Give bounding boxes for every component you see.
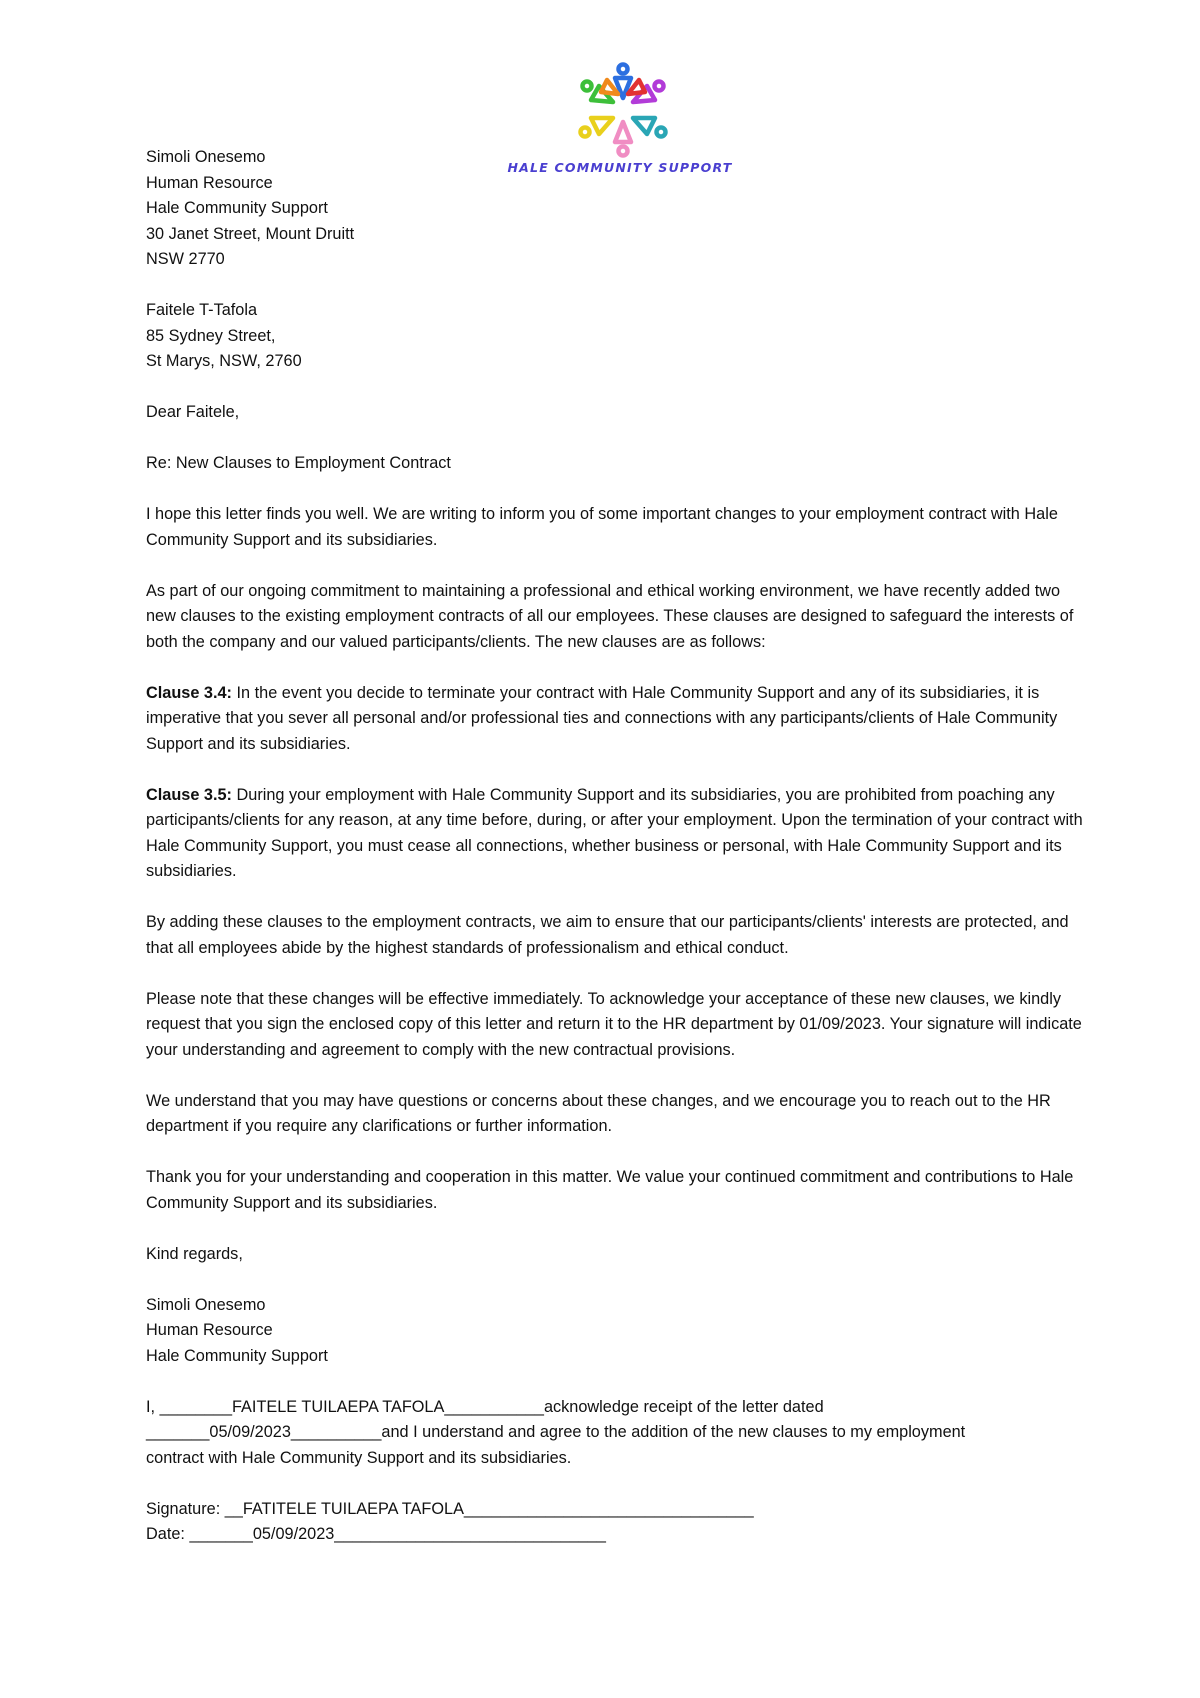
- paragraph-intro: I hope this letter finds you well. We are writing to inform you of some important changes to your employment contract with Hale Community Support and its subsidiaries.: [146, 505, 1058, 549]
- signoff-name: Simoli Onesemo: [146, 1295, 266, 1314]
- acknowledgement-line-1: I, ________FAITELE TUILAEPA TAFOLA___________acknowledge receipt of the letter dated: [146, 1397, 824, 1416]
- clause-3-5: [146, 783, 1086, 885]
- sender-street: 30 Janet Street, Mount Druitt: [146, 224, 355, 243]
- paragraph-commitment: As part of our ongoing commitment to maintaining a professional and ethical working environment, we have recently added two new clauses to the existing employment contracts of all our employees. These clauses are designed to safeguard the interests of both the company and our valued participants/clients. The new clauses are as follows:: [146, 581, 1074, 651]
- recipient-block: [146, 298, 1086, 375]
- sender-department: Human Resource: [146, 173, 273, 192]
- acknowledgement-line-3: contract with Hale Community Support and its subsidiaries.: [146, 1448, 572, 1467]
- clause-3-4-text: In the event you decide to terminate your contract with Hale Community Support and any of its subsidiaries, it is imperative that you sever all personal and/or professional ties and connections with any participants/clients of Hale Community Support and its subsidiaries.: [146, 683, 1058, 753]
- salutation: Dear Faitele,: [146, 403, 240, 421]
- paragraph-aim: By adding these clauses to the employment contracts, we aim to ensure that our participants/clients' interests are protected, and that all employees abide by the highest standards of professionalism and ethical conduct.: [146, 913, 1069, 957]
- signoff-department: Human Resource: [146, 1321, 273, 1339]
- logo-wordmark: HALE COMMUNITY SUPPORT: [507, 160, 733, 175]
- recipient-suburb: St Marys, NSW, 2760: [146, 352, 302, 370]
- acknowledgement-line-2: _______05/09/2023__________and I understand and agree to the addition of the new clauses to my employment: [146, 1423, 966, 1441]
- recipient-street: 85 Sydney Street,: [146, 326, 276, 345]
- clause-3-4-label: Clause 3.4:: [146, 683, 232, 702]
- clause-3-4: [146, 681, 1086, 758]
- clause-3-5-text: During your employment with Hale Community Support and its subsidiaries, you are prohibited from poaching any participants/clients for any reason, at any time before, during, or after your employment. Upon the termination of your contract with Hale Community Support, you must cease all connections, whether business or personal, with Hale Community Support and its subsidiaries.: [146, 785, 1083, 880]
- paragraph-thanks: Thank you for your understanding and cooperation in this matter. We value your continued commitment and contributions to Hale Community Support and its subsidiaries.: [146, 1168, 1074, 1212]
- signature-block: [146, 1497, 1086, 1548]
- letter-body: [146, 145, 1086, 1548]
- sender-block: [146, 145, 1086, 273]
- closing: Kind regards,: [146, 1244, 243, 1263]
- sender-company: Hale Community Support: [146, 199, 328, 217]
- acknowledgement-block: [146, 1395, 1086, 1472]
- sender-state-postcode: NSW 2770: [146, 250, 225, 268]
- signature-line: Signature: __FATITELE TUILAEPA TAFOLA________________________________: [146, 1499, 754, 1518]
- subject-line: Re: New Clauses to Employment Contract: [146, 454, 451, 472]
- paragraph-effective: Please note that these changes will be effective immediately. To acknowledge your acceptance of these new clauses, we kindly request that you sign the enclosed copy of this letter and return it to the HR department by 01/09/2023. Your signature will indicate your understanding and agreement to comply with the new contractual provisions.: [146, 989, 1082, 1059]
- paragraph-questions: We understand that you may have questions or concerns about these changes, and we encourage you to reach out to the HR department if you require any clarifications or further information.: [146, 1091, 1051, 1135]
- sender-name: Simoli Onesemo: [146, 148, 266, 166]
- recipient-name: Faitele T-Tafola: [146, 301, 258, 319]
- date-line: Date: _______05/09/2023______________________________: [146, 1525, 606, 1543]
- signoff-company: Hale Community Support: [146, 1346, 328, 1365]
- signoff-block: [146, 1293, 1086, 1370]
- clause-3-5-label: Clause 3.5:: [146, 785, 232, 804]
